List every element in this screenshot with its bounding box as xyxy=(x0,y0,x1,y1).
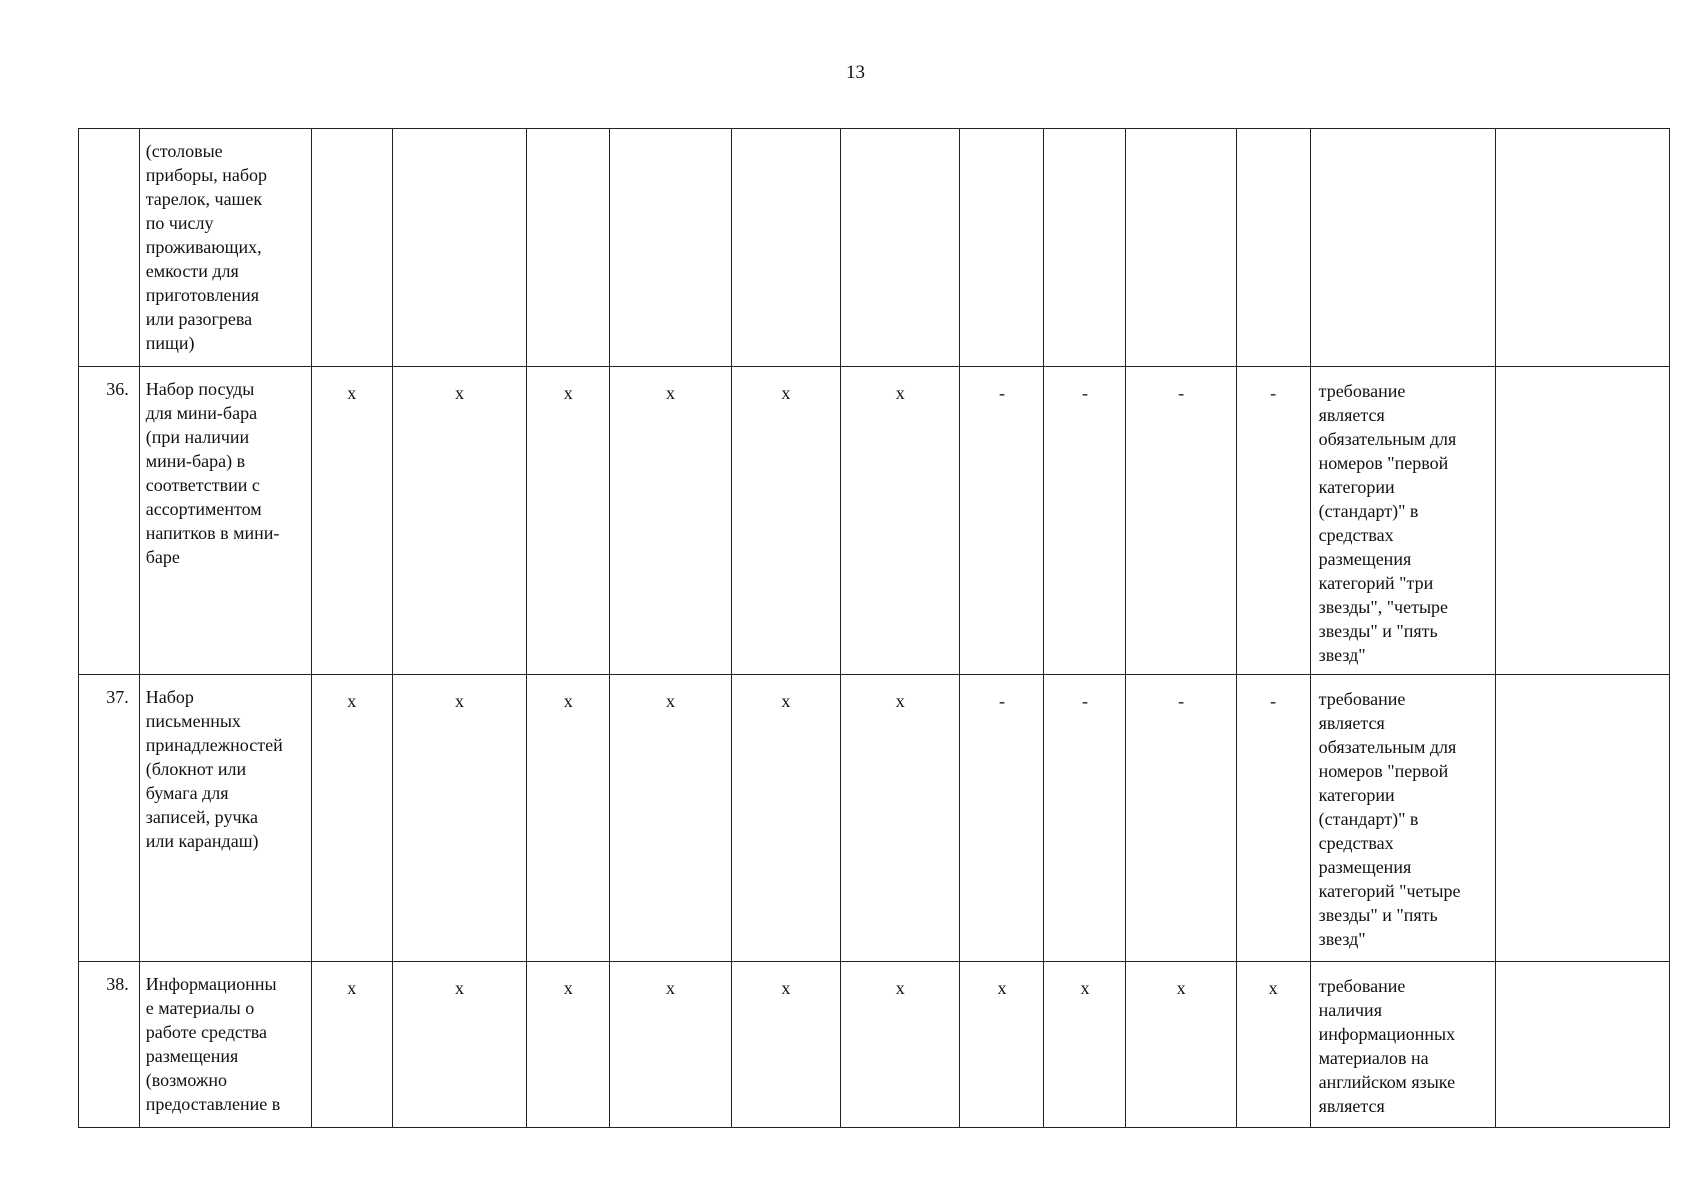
mark-cell: - xyxy=(1236,367,1310,675)
note-cell: требование является обязательным для номеров "первой категории (стандарт)" в средствах размещения категорий "три звезды", "четыре звезды" и "пять звезд" xyxy=(1310,367,1495,675)
mark-cell: x xyxy=(527,675,610,962)
mark-cell xyxy=(1044,129,1126,367)
mark-cell: x xyxy=(311,367,392,675)
mark-cell xyxy=(1126,129,1236,367)
mark-cell: x xyxy=(392,367,527,675)
mark-cell: x xyxy=(610,675,731,962)
mark-cell: x xyxy=(527,367,610,675)
mark-cell: x xyxy=(960,962,1044,1128)
mark-cell xyxy=(392,129,527,367)
mark-cell: - xyxy=(1126,675,1236,962)
mark-cell: x xyxy=(527,962,610,1128)
mark-cell: x xyxy=(1044,962,1126,1128)
note-cell: требование наличия информационных материалов на английском языке является xyxy=(1310,962,1495,1128)
item-name: Набор письменных принадлежностей (блокнот или бумага для записей, ручка или карандаш) xyxy=(139,675,311,962)
mark-cell xyxy=(1236,129,1310,367)
extra-cell xyxy=(1495,675,1669,962)
mark-cell: - xyxy=(960,367,1044,675)
mark-cell xyxy=(731,129,840,367)
mark-cell: x xyxy=(731,962,840,1128)
table-row xyxy=(79,962,1670,1128)
mark-cell: x xyxy=(1236,962,1310,1128)
mark-cell: x xyxy=(731,675,840,962)
mark-cell xyxy=(841,129,960,367)
row-number xyxy=(79,129,140,367)
extra-cell xyxy=(1495,962,1669,1128)
extra-cell xyxy=(1495,367,1669,675)
table-row xyxy=(79,367,1670,675)
mark-cell xyxy=(610,129,731,367)
item-name: Набор посуды для мини-бара (при наличии мини-бара) в соответствии с ассортиментом напитков в мини- баре xyxy=(139,367,311,675)
row-number: 36. xyxy=(79,367,140,675)
page-number: 13 xyxy=(846,62,865,83)
table-row xyxy=(79,129,1670,367)
table-row xyxy=(79,675,1670,962)
note-cell: требование является обязательным для номеров "первой категории (стандарт)" в средствах размещения категорий "четыре звезды" и "пять звезд" xyxy=(1310,675,1495,962)
mark-cell: x xyxy=(610,962,731,1128)
row-number: 37. xyxy=(79,675,140,962)
mark-cell xyxy=(527,129,610,367)
mark-cell: x xyxy=(610,367,731,675)
item-name: Информационны е материалы о работе средства размещения (возможно предоставление в xyxy=(139,962,311,1128)
requirements-table xyxy=(78,128,1670,1128)
mark-cell: x xyxy=(392,675,527,962)
extra-cell xyxy=(1495,129,1669,367)
mark-cell xyxy=(960,129,1044,367)
mark-cell: - xyxy=(1044,675,1126,962)
mark-cell: x xyxy=(311,962,392,1128)
mark-cell: x xyxy=(731,367,840,675)
mark-cell: x xyxy=(841,962,960,1128)
mark-cell: x xyxy=(311,675,392,962)
mark-cell: - xyxy=(1236,675,1310,962)
note-cell xyxy=(1310,129,1495,367)
mark-cell: x xyxy=(841,367,960,675)
mark-cell: x xyxy=(1126,962,1236,1128)
mark-cell: - xyxy=(1044,367,1126,675)
mark-cell: - xyxy=(960,675,1044,962)
mark-cell xyxy=(311,129,392,367)
row-number: 38. xyxy=(79,962,140,1128)
mark-cell: - xyxy=(1126,367,1236,675)
item-name: (столовые приборы, набор тарелок, чашек по числу проживающих, емкости для приготовления или разогрева пищи) xyxy=(139,129,311,367)
mark-cell: x xyxy=(392,962,527,1128)
mark-cell: x xyxy=(841,675,960,962)
